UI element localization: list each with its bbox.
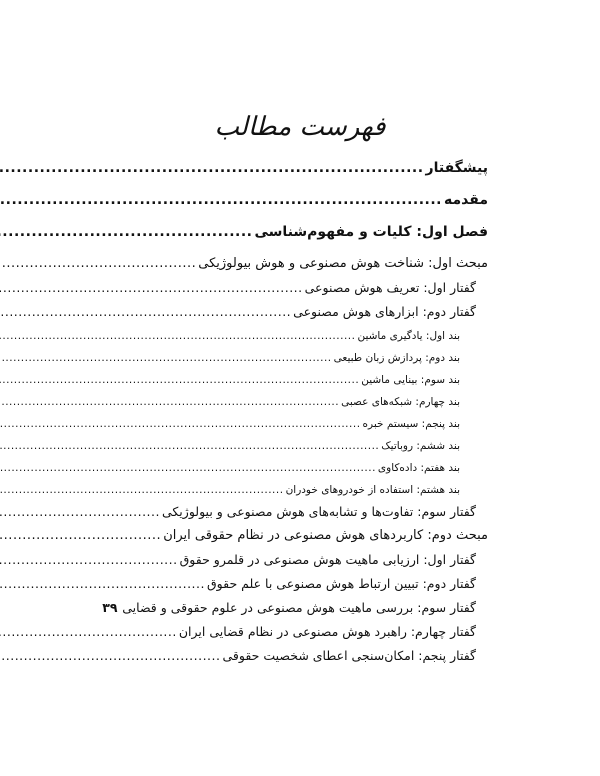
dot-leader xyxy=(0,352,332,364)
toc-entry-page: ۳۹ xyxy=(102,600,118,615)
toc-entry-title: گفتار سوم: بررسی ماهیت هوش مصنوعی در علوم حقوقی و قضایی xyxy=(122,600,476,615)
toc-entry xyxy=(108,648,488,672)
toc-entry-title: مقدمه xyxy=(444,192,488,208)
toc-entry-title: بند اول: یادگیری ماشین xyxy=(357,330,460,342)
dot-leader xyxy=(0,624,177,639)
toc-entry-title: گفتار اول: تعریف هوش مصنوعی xyxy=(304,280,476,295)
toc-entry xyxy=(108,256,488,280)
page-title: فهرست مطالب xyxy=(214,112,386,142)
dot-leader xyxy=(0,462,376,474)
toc-entry-title: گفتار دوم: تبیین ارتباط هوش مصنوعی با علم حقوق xyxy=(206,576,476,591)
dot-leader xyxy=(0,440,379,452)
toc-entry xyxy=(108,160,488,192)
dot-leader xyxy=(0,304,291,319)
toc-entry-title: بند سوم: بینایی ماشین xyxy=(361,374,460,386)
toc-entry-title: گفتار پنجم: امکان‌سنجی اعطای شخصیت حقوقی xyxy=(222,648,476,663)
toc-entry-title: پیشگفتار xyxy=(425,160,488,176)
toc-entry xyxy=(108,576,488,600)
toc-entry xyxy=(108,224,488,256)
toc-entry-title: بند ششم: روباتیک xyxy=(381,440,460,452)
toc-entry-title: مبحث دوم: کاربردهای هوش مصنوعی در نظام حقوقی ایران xyxy=(163,528,488,543)
dot-leader xyxy=(0,224,253,240)
toc-entry xyxy=(108,624,488,648)
dot-leader xyxy=(0,192,442,208)
dot-leader xyxy=(0,418,361,430)
toc-entry-title: گفتار سوم: تفاوت‌ها و تشابه‌های هوش مصنوعی و بیولوژیکی xyxy=(161,504,476,519)
dot-leader xyxy=(0,160,424,176)
toc-entry-title: بند هفتم: داده‌کاوی xyxy=(377,462,460,474)
toc-entry xyxy=(108,552,488,576)
dot-leader xyxy=(0,576,205,591)
toc-entry xyxy=(108,460,488,482)
toc-entry-title: بند هشتم: استفاده از خودروهای خودران xyxy=(285,484,460,496)
dot-leader xyxy=(0,374,359,386)
toc-entry-title: گفتار چهارم: راهبرد هوش مصنوعی در نظام قضایی ایران xyxy=(178,624,476,639)
table-of-contents xyxy=(102,160,488,672)
dot-leader xyxy=(0,504,160,519)
dot-leader xyxy=(0,396,339,408)
dot-leader xyxy=(0,552,178,567)
toc-entry xyxy=(108,280,488,304)
toc-entry xyxy=(108,394,488,416)
toc-entry xyxy=(108,504,488,528)
toc-entry-title: بند چهارم: شبکه‌های عصبی xyxy=(341,396,460,408)
toc-entry xyxy=(108,528,488,552)
toc-entry xyxy=(102,600,488,624)
toc-entry-title: گفتار اول: ارزیابی ماهیت هوش مصنوعی در قلمرو حقوق xyxy=(179,552,476,567)
dot-leader xyxy=(0,528,161,543)
dot-leader xyxy=(0,648,220,663)
toc-entry-title: بند پنجم: سیستم خبره xyxy=(362,418,460,430)
toc-entry xyxy=(108,328,488,350)
dot-leader xyxy=(0,256,196,271)
toc-entry xyxy=(108,482,488,504)
toc-entry xyxy=(108,372,488,394)
toc-entry xyxy=(108,350,488,372)
toc-entry xyxy=(108,304,488,328)
dot-leader xyxy=(0,484,284,496)
toc-entry xyxy=(108,416,488,438)
dot-leader xyxy=(0,330,355,342)
toc-entry-title: گفتار دوم: ابزارهای هوش مصنوعی xyxy=(293,304,476,319)
toc-entry xyxy=(108,192,488,224)
toc-entry-title: مبحث اول: شناخت هوش مصنوعی و هوش بیولوژیکی xyxy=(198,256,488,271)
toc-entry-title: فصل اول: کلیات و مفهوم‌شناسی xyxy=(254,224,488,240)
toc-entry xyxy=(108,438,488,460)
dot-leader xyxy=(0,280,303,295)
toc-entry-title: بند دوم: پردازش زبان طبیعی xyxy=(333,352,460,364)
